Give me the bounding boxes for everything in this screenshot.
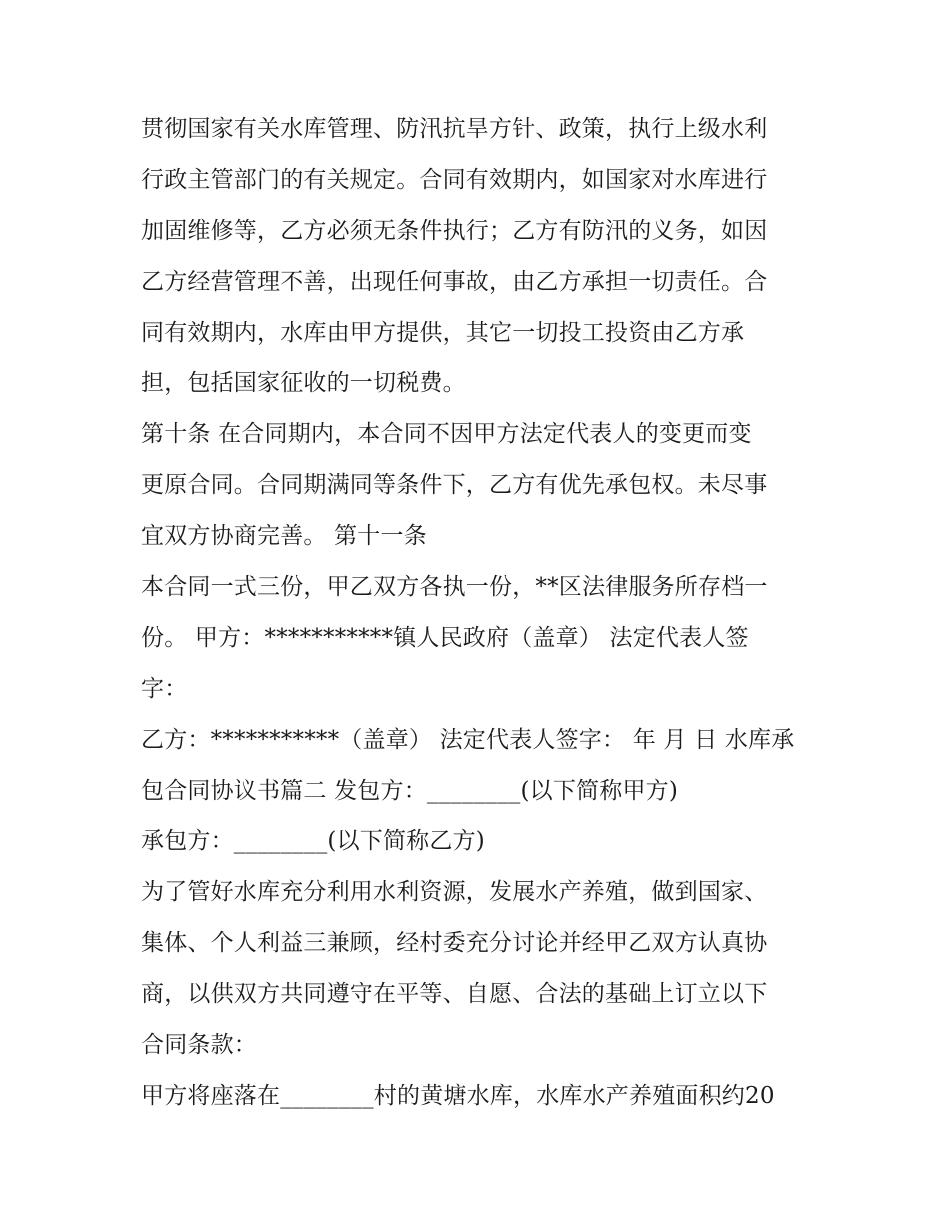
text-line: 乙方经营管理不善，出现任何事故，由乙方承担一切责任。合 bbox=[141, 268, 768, 295]
text-line: 为了管好水库充分利用水利资源，发展水产养殖，做到国家、 bbox=[141, 879, 768, 906]
text-line: 同有效期内，水库由甲方提供，其它一切投工投资由乙方承 bbox=[141, 319, 745, 346]
text-line: 本合同一式三份，甲乙双方各执一份，**区法律服务所存档一 bbox=[141, 574, 768, 601]
text-line: 份。 甲方：***********镇人民政府（盖章） 法定代表人签 bbox=[141, 624, 749, 651]
text-line: 担，包括国家征收的一切税费。 bbox=[141, 370, 466, 397]
text-line: 乙方：***********（盖章） 法定代表人签字： 年 月 日 水库承 bbox=[141, 726, 795, 753]
text-line: 加固维修等，乙方必须无条件执行；乙方有防汛的义务，如因 bbox=[141, 217, 768, 244]
text-line: 字： bbox=[141, 675, 188, 702]
text-line: 第十条 在合同期内，本合同不因甲方法定代表人的变更而变 bbox=[141, 421, 752, 448]
text-line: 行政主管部门的有关规定。合同有效期内，如国家对水库进行 bbox=[141, 166, 768, 193]
text-line: 承包方：________(以下简称乙方) bbox=[141, 828, 485, 855]
text-line: 宜双方协商完善。 第十一条 bbox=[141, 523, 427, 550]
text-line: 商，以供双方共同遵守在平等、自愿、合法的基础上订立以下 bbox=[141, 981, 768, 1008]
text-line: 合同条款： bbox=[141, 1032, 257, 1059]
text-line: 集体、个人利益三兼顾，经村委充分讨论并经甲乙双方认真协 bbox=[141, 930, 768, 957]
text-line: 甲方将座落在________村的黄塘水库，水库水产养殖面积约20 bbox=[141, 1082, 775, 1109]
text-line: 贯彻国家有关水库管理、防汛抗旱方针、政策，执行上级水利 bbox=[141, 116, 768, 142]
text-line: 包合同协议书篇二 发包方：________(以下简称甲方) bbox=[141, 777, 679, 804]
document-body bbox=[141, 104, 821, 1122]
text-line: 更原合同。合同期满同等条件下，乙方有优先承包权。未尽事 bbox=[141, 472, 768, 499]
